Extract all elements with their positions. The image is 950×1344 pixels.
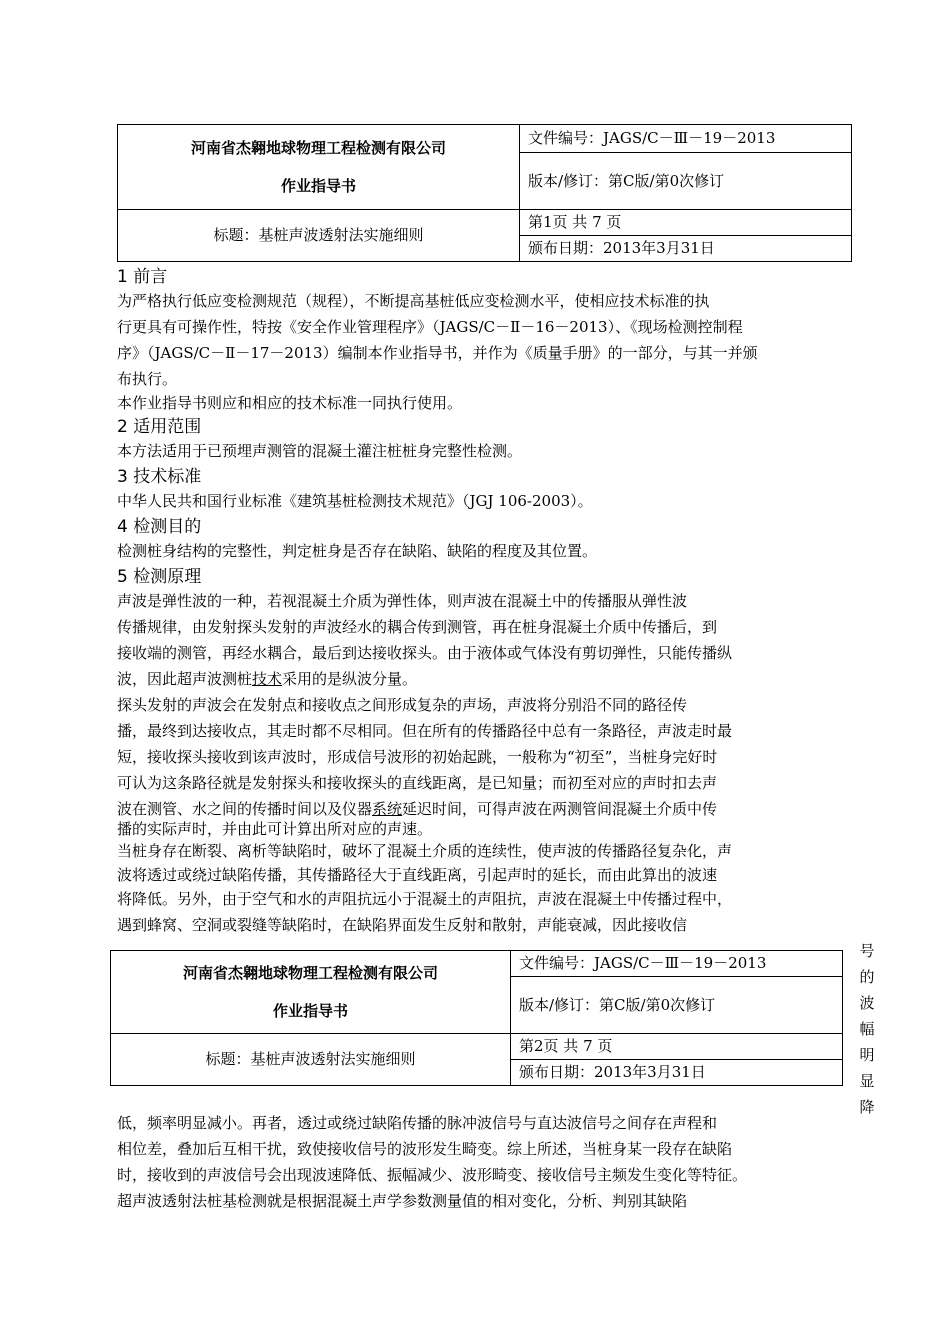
section-heading-3: 3 技术标准 — [117, 467, 202, 487]
issue-date: 颁布日期：2013年3月31日 — [520, 236, 852, 262]
para-5-3-line-4: 遇到蜂窝、空洞或裂缝等缺陷时，在缺陷界面发生反射和散射，声能衰减，因此接收信 — [117, 916, 688, 934]
para-5-3-line-3: 将降低。另外，由于空气和水的声阻抗远小于混凝土的声阻抗，声波在混凝土中传播过程中， — [117, 890, 733, 908]
text-segment: 延迟时间，可得声波在两测管间混凝土介质中传 — [402, 800, 718, 818]
para-1-line-2: 行更具有可操作性，特按《安全作业管理程序》（JAGS/C－Ⅱ－16－2013）、《现场检测控制程 — [117, 318, 743, 336]
para-1-line-4: 布执行。 — [117, 370, 178, 388]
para-1-line-3: 序》（JAGS/C－Ⅱ－17－2013）编制本作业指导书，并作为《质量手册》的一部分，与其一并颁 — [117, 344, 758, 362]
page-count: 第2页 共 7 页 — [511, 1034, 843, 1060]
para-5-3-line-5: 低，频率明显减小。再者，透过或绕过缺陷传播的脉冲波信号与直达波信号之间存在声程和 — [117, 1114, 718, 1132]
para-2: 本方法适用于已预埋声测管的混凝土灌注桩桩身完整性检测。 — [117, 442, 523, 460]
company-name: 河南省杰翱地球物理工程检测有限公司 — [182, 963, 438, 982]
company-name: 河南省杰翱地球物理工程检测有限公司 — [190, 138, 446, 157]
section-heading-1: 1 前言 — [117, 267, 168, 287]
system-link[interactable]: 系统 — [372, 800, 403, 818]
para-5-2-line-6: 播的实际声时，并由此可计算出所对应的声速。 — [117, 820, 433, 838]
para-5-2-line-4: 可认为这条路径就是发射探头和接收探头的直线距离，是已知量；而初至对应的声时扣去声 — [117, 774, 718, 792]
para-5-1-line-3: 接收端的测管，再经水耦合，最后到达接收探头。由于液体或气体没有剪切弹性，只能传播纵 — [117, 644, 733, 662]
file-number: 文件编号：JAGS/C－Ⅲ－19－2013 — [511, 951, 843, 977]
doc-type: 作业指导书 — [280, 177, 356, 195]
version: 版本/修订：第C版/第0次修订 — [520, 153, 852, 210]
para-5-3-line-2: 波将透过或绕过缺陷传播，其传播路径大于直线距离，引起声时的延长，而由此算出的波速 — [117, 866, 718, 884]
para-5-3-line-7: 时，接收到的声波信号会出现波速降低、振幅减少、波形畸变、接收信号主频发生变化等特征。 — [117, 1166, 748, 1184]
para-5-1-line-1: 声波是弹性波的一种，若视混凝土介质为弹性体，则声波在混凝土中的传播服从弹性波 — [117, 592, 688, 610]
section-heading-4: 4 检测目的 — [117, 517, 202, 537]
doc-type: 作业指导书 — [272, 1002, 348, 1020]
page-count: 第1页 共 7 页 — [520, 210, 852, 236]
section-heading-2: 2 适用范围 — [117, 417, 202, 437]
doc-title: 标题：基桩声波透射法实施细则 — [111, 1034, 511, 1086]
section-heading-5: 5 检测原理 — [117, 567, 202, 587]
para-5-2-line-3: 短，接收探头接收到该声波时，形成信号波形的初始起跳，一般称为“初至”，当桩身完好时 — [117, 748, 718, 766]
para-1-line-1: 为严格执行低应变检测规范（规程），不断提高基桩低应变检测水平，使相应技术标准的执 — [117, 292, 710, 310]
header-table-1 — [117, 124, 852, 262]
para-5-3-line-1: 当桩身存在断裂、离析等缺陷时，破坏了混凝土介质的连续性，使声波的传播路径复杂化，声 — [117, 842, 733, 860]
para-5-3-line-6: 相位差，叠加后互相干扰，致使接收信号的波形发生畸变。综上所述，当桩身某一段存在缺陷 — [117, 1140, 733, 1158]
para-3: 中华人民共和国行业标准《建筑基桩检测技术规范》（JGJ 106-2003）。 — [117, 492, 593, 510]
doc-title: 标题：基桩声波透射法实施细则 — [118, 210, 520, 262]
para-5-2-line-2: 播，最终到达接收点，其走时都不尽相同。但在所有的传播路径中总有一条路径，声波走时最 — [117, 722, 733, 740]
file-number: 文件编号：JAGS/C－Ⅲ－19－2013 — [520, 125, 852, 153]
issue-date: 颁布日期：2013年3月31日 — [511, 1060, 843, 1086]
para-4: 检测桩身结构的完整性，判定桩身是否存在缺陷、缺陷的程度及其位置。 — [117, 542, 598, 560]
para-5-4-line-1: 超声波透射法桩基检测就是根据混凝土声学参数测量值的相对变化，分析、判别其缺陷 — [117, 1192, 688, 1210]
company-cell — [111, 951, 511, 1034]
company-cell — [118, 125, 520, 210]
text-segment: 波在测管、水之间的传播时间以及仪器 — [117, 800, 373, 818]
vertical-overflow-text: 号的波幅明显降 — [859, 942, 875, 1116]
technology-link[interactable]: 技术 — [252, 670, 283, 688]
para-5-2-line-1: 探头发射的声波会在发射点和接收点之间形成复杂的声场，声波将分别沿不同的路径传 — [117, 696, 688, 714]
para-1b: 本作业指导书则应和相应的技术标准一同执行使用。 — [117, 394, 463, 412]
text-segment: 采用的是纵波分量。 — [282, 670, 418, 688]
version: 版本/修订：第C版/第0次修订 — [511, 977, 843, 1034]
para-5-1-line-4 — [117, 666, 881, 692]
para-5-1-line-2: 传播规律，由发射探头发射的声波经水的耦合传到测管，再在桩身混凝土介质中传播后，到 — [117, 618, 718, 636]
header-table-2 — [110, 950, 843, 1086]
text-segment: 波，因此超声波测桩 — [117, 670, 253, 688]
